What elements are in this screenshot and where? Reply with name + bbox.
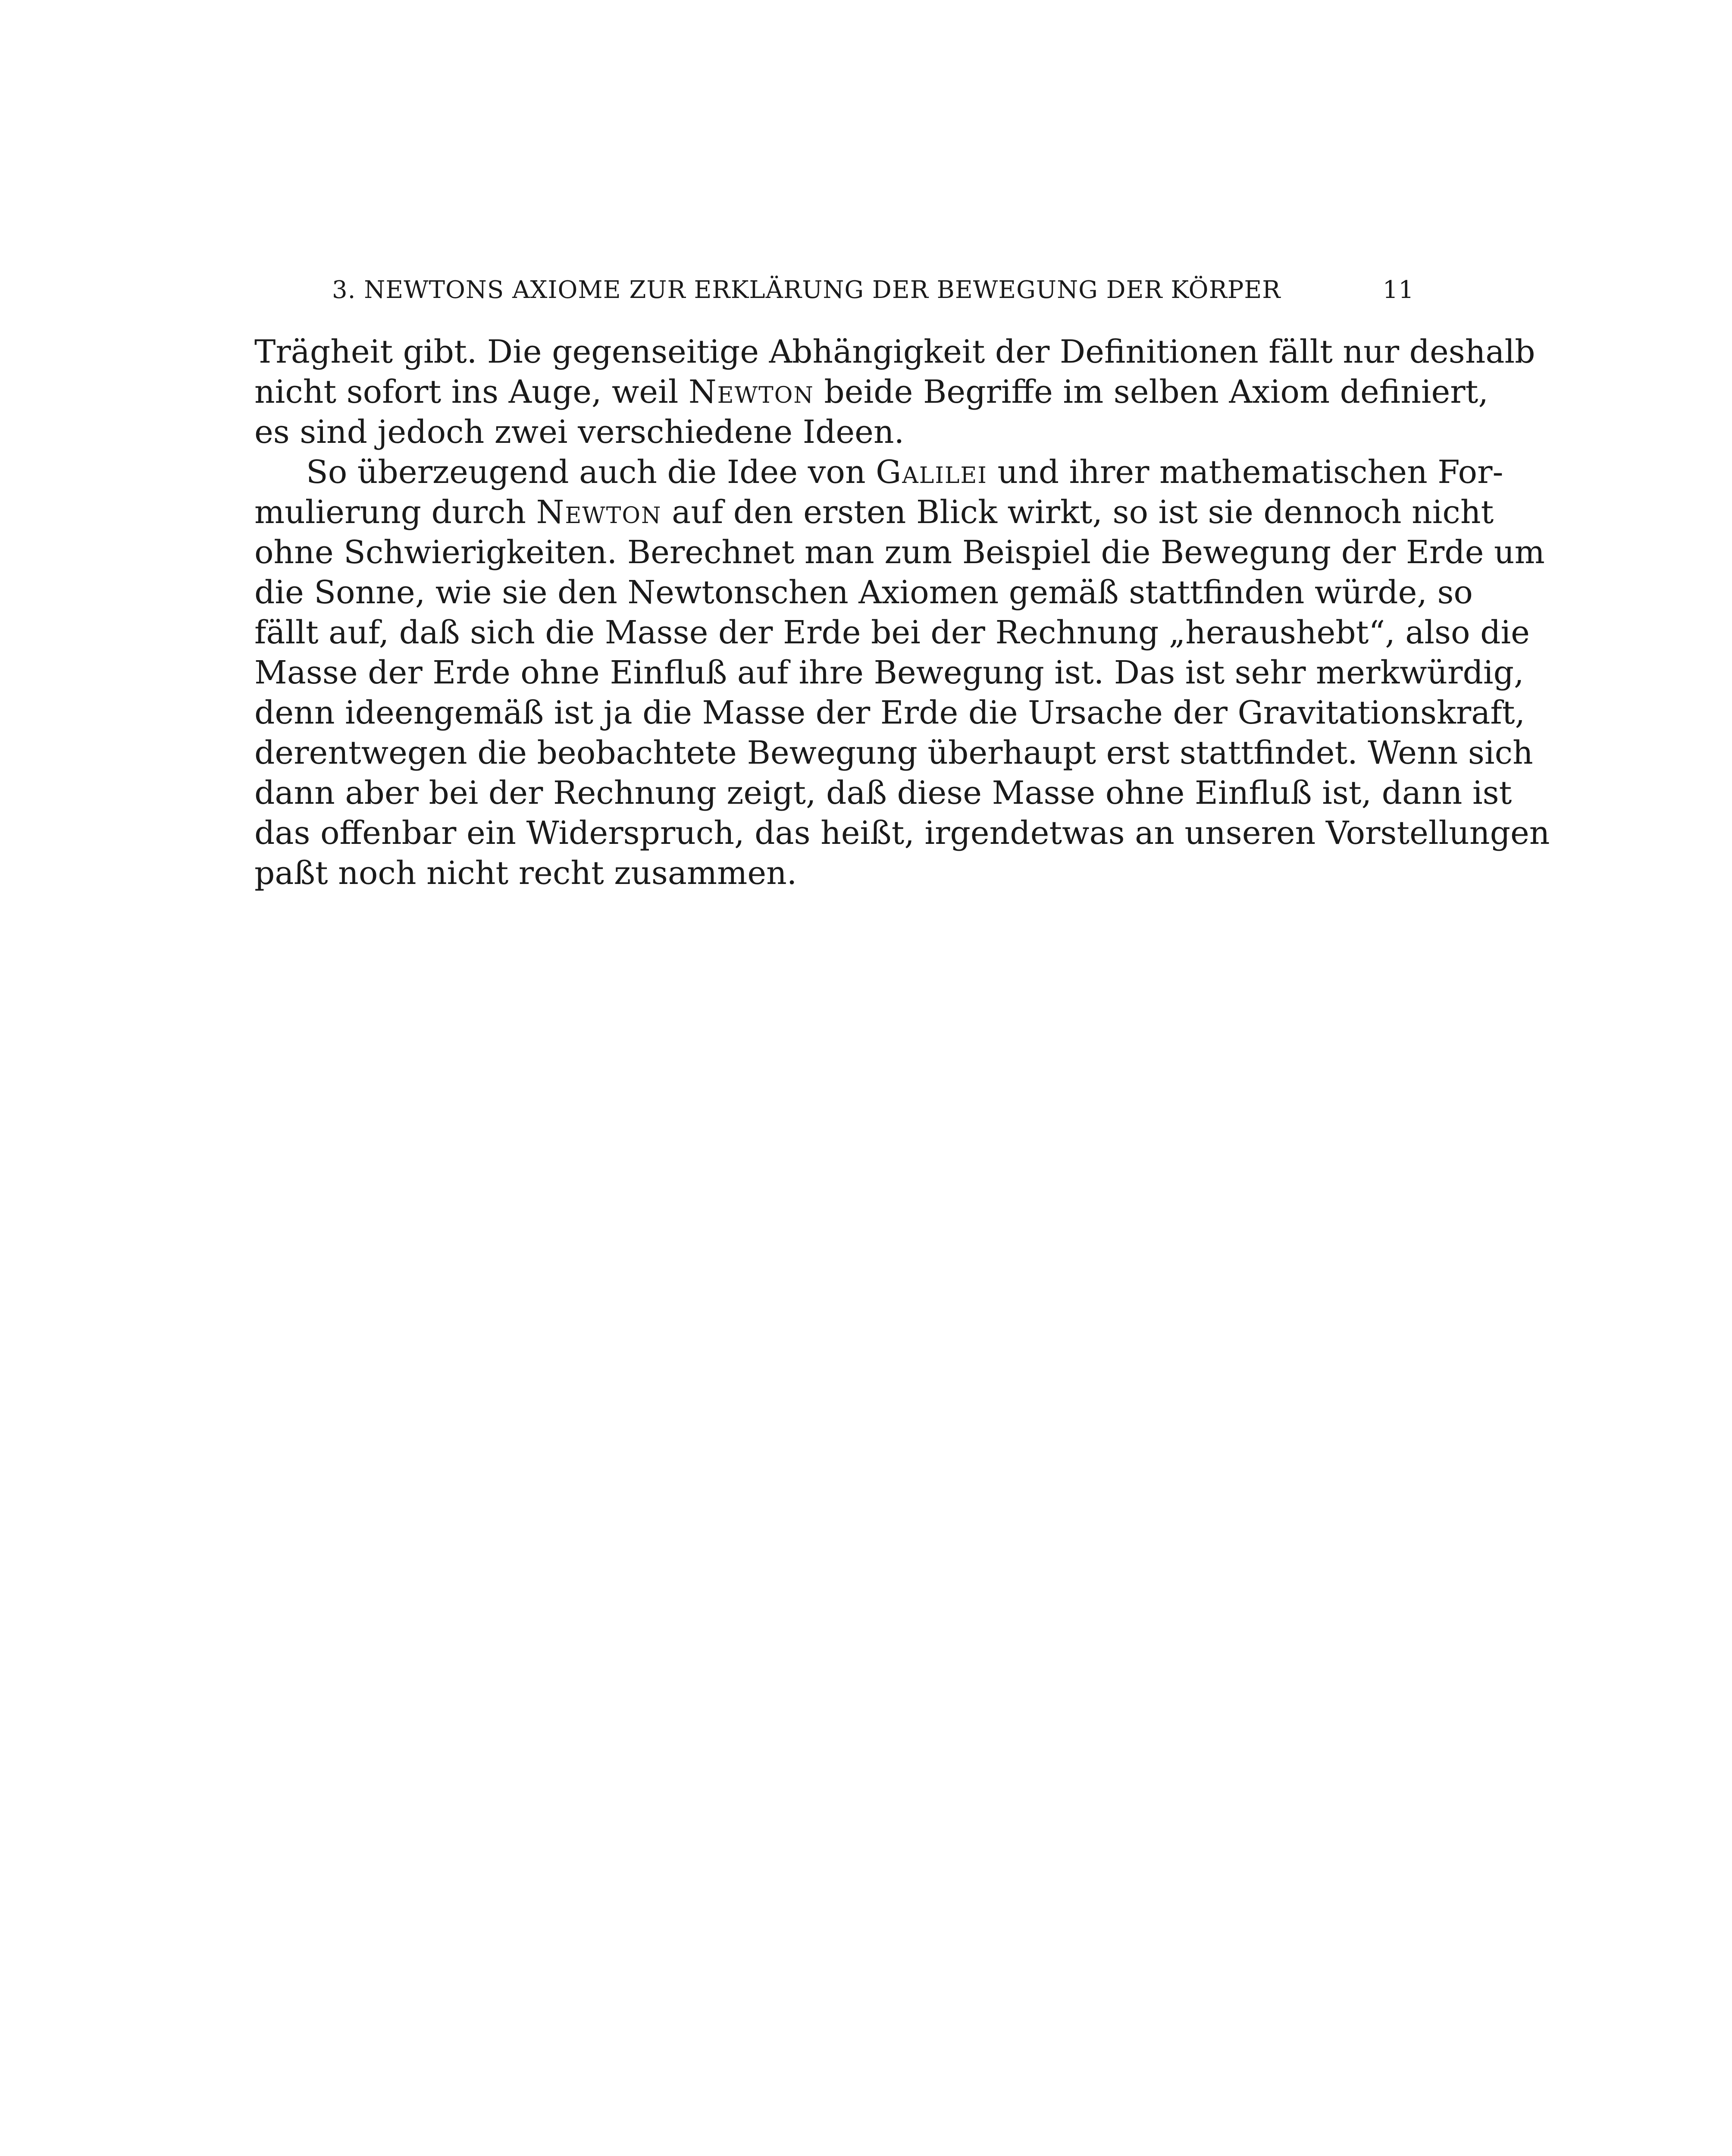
text-line: mulierung durch Newton auf den ersten Blick wirkt, so ist sie dennoch nicht <box>254 494 1494 531</box>
text-line: paßt noch nicht recht zusammen. <box>254 855 797 892</box>
name-newton: Newton <box>536 494 662 531</box>
text-line: derentwegen die beobachtete Bewegung überhaupt erst stattfindet. Wenn sich <box>254 734 1533 771</box>
text-line: dann aber bei der Rechnung zeigt, daß diese Masse ohne Einfluß ist, dann ist <box>254 774 1512 812</box>
page-number: 11 <box>1382 276 1414 304</box>
text-line: die Sonne, wie sie den Newtonschen Axiomen gemäß stattfinden würde, so <box>254 574 1473 611</box>
text-line: So überzeugend auch die Idee von Galilei und ihrer mathematischen For- <box>306 454 1503 491</box>
text-line: es sind jedoch zwei verschiedene Ideen. <box>254 414 905 451</box>
text-line: Trägheit gibt. Die gegenseitige Abhängigkeit der Definitionen fällt nur deshalb <box>254 333 1535 370</box>
running-title: 3. NEWTONS AXIOME ZUR ERKLÄRUNG DER BEWEGUNG DER KÖRPER <box>332 276 1281 304</box>
text-line: ohne Schwierigkeiten. Berechnet man zum Beispiel die Bewegung der Erde um <box>254 534 1545 571</box>
text-line: fällt auf, daß sich die Masse der Erde bei der Rechnung „heraushebt“, also die <box>254 614 1530 651</box>
paragraph-2 <box>254 452 1550 893</box>
text-line: denn ideengemäß ist ja die Masse der Erde die Ursache der Gravitationskraft, <box>254 694 1525 731</box>
body-text <box>254 332 1550 893</box>
text-line: nicht sofort ins Auge, weil Newton beide Begriffe im selben Axiom definiert, <box>254 373 1488 411</box>
paragraph-1 <box>254 332 1535 452</box>
text-line: das offenbar ein Widerspruch, das heißt, irgendetwas an unseren Vorstellungen <box>254 815 1550 852</box>
text-line: Masse der Erde ohne Einfluß auf ihre Bewegung ist. Das ist sehr merkwürdig, <box>254 654 1524 691</box>
running-head <box>254 276 1414 310</box>
name-newton: Newton <box>688 373 814 411</box>
name-galilei: Galilei <box>876 454 987 491</box>
